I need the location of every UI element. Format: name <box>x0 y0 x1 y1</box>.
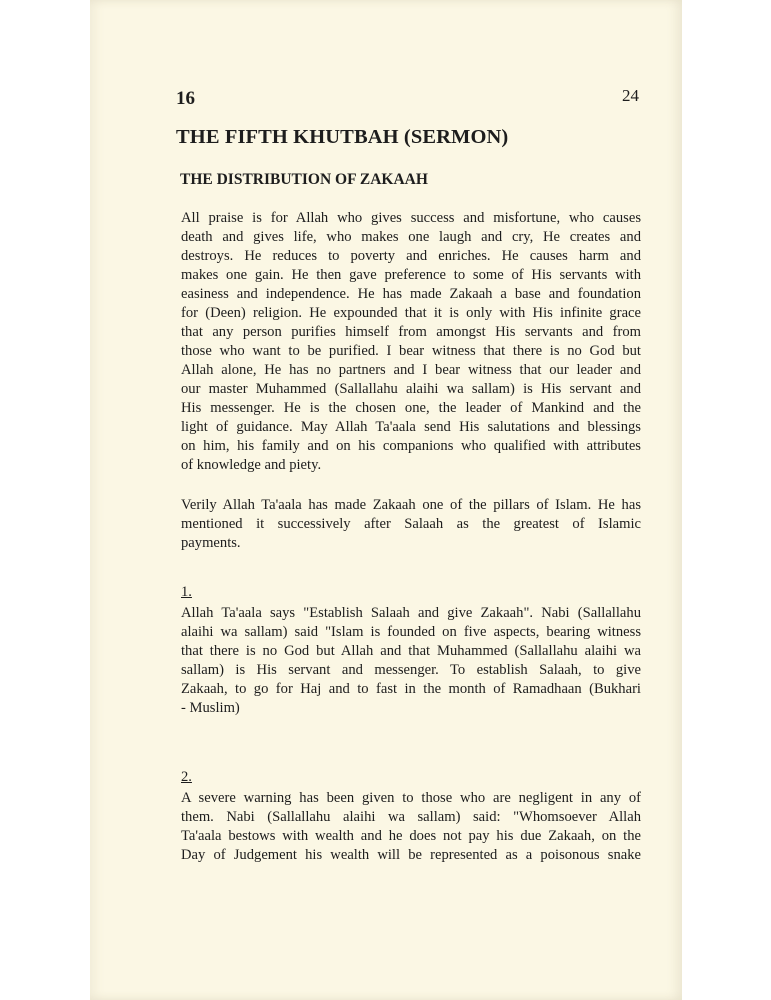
text-line: Verily Allah Ta'aala has made Zakaah one of the pillars of Islam. He has <box>181 497 641 513</box>
section-marker-1: 1. <box>181 584 192 600</box>
paragraph-point-1 <box>181 604 641 718</box>
page-title: THE FIFTH KHUTBAH (SERMON) <box>176 126 509 148</box>
text-line: our master Muhammed (Sallallahu alaihi wa sallam) is His servant and <box>181 381 641 397</box>
page-number-right: 24 <box>622 86 639 105</box>
page-number-left: 16 <box>176 88 195 109</box>
section-subtitle: THE DISTRIBUTION OF ZAKAAH <box>180 171 428 188</box>
paragraph-intro <box>181 209 641 475</box>
section-marker-2: 2. <box>181 769 192 785</box>
text-line: Ta'aala bestows with wealth and he does not pay his due Zakaah, on the <box>181 828 641 844</box>
paragraph-point-2 <box>181 789 641 865</box>
text-line: His messenger. He is the chosen one, the leader of Mankind and the <box>181 400 641 416</box>
text-line: - Muslim) <box>181 700 240 716</box>
text-line: mentioned it successively after Salaah as the greatest of Islamic <box>181 516 641 532</box>
book-page <box>90 0 682 1000</box>
text-line: on him, his family and on his companions who qualified with attributes <box>181 438 641 454</box>
text-line: sallam) is His servant and messenger. To establish Salaah, to give <box>181 662 641 678</box>
text-line: of knowledge and piety. <box>181 457 322 473</box>
text-line: makes one gain. He then gave preference to some of His servants with <box>181 267 641 283</box>
paragraph-pillars <box>181 496 641 553</box>
text-line: destroys. He reduces to poverty and enriches. He causes harm and <box>181 248 641 264</box>
text-line: alaihi wa sallam) said "Islam is founded on five aspects, bearing witness <box>181 624 641 640</box>
text-line: Allah alone, He has no partners and I bear witness that our leader and <box>181 362 641 378</box>
text-line: easiness and independence. He has made Zakaah a base and foundation <box>181 286 641 302</box>
text-line: that any person purifies himself from amongst His servants and from <box>181 324 641 340</box>
text-line: death and gives life, who makes one laugh and cry, He creates and <box>181 229 641 245</box>
text-line: light of guidance. May Allah Ta'aala send His salutations and blessings <box>181 419 641 435</box>
text-line: Day of Judgement his wealth will be represented as a poisonous snake <box>181 847 641 863</box>
text-line: for (Deen) religion. He expounded that it is only with His infinite grace <box>181 305 641 321</box>
text-line: Zakaah, to go for Haj and to fast in the month of Ramadhaan (Bukhari <box>181 681 641 697</box>
text-line: A severe warning has been given to those who are negligent in any of <box>181 790 641 806</box>
text-line: All praise is for Allah who gives success and misfortune, who causes <box>181 210 641 226</box>
text-line: Allah Ta'aala says "Establish Salaah and give Zakaah". Nabi (Sallallahu <box>181 605 641 621</box>
text-line: those who want to be purified. I bear witness that there is no God but <box>181 343 641 359</box>
text-line: them. Nabi (Sallallahu alaihi wa sallam) said: "Whomsoever Allah <box>181 809 641 825</box>
text-line: that there is no God but Allah and that Muhammed (Sallallahu alaihi wa <box>181 643 641 659</box>
text-line: payments. <box>181 535 241 551</box>
